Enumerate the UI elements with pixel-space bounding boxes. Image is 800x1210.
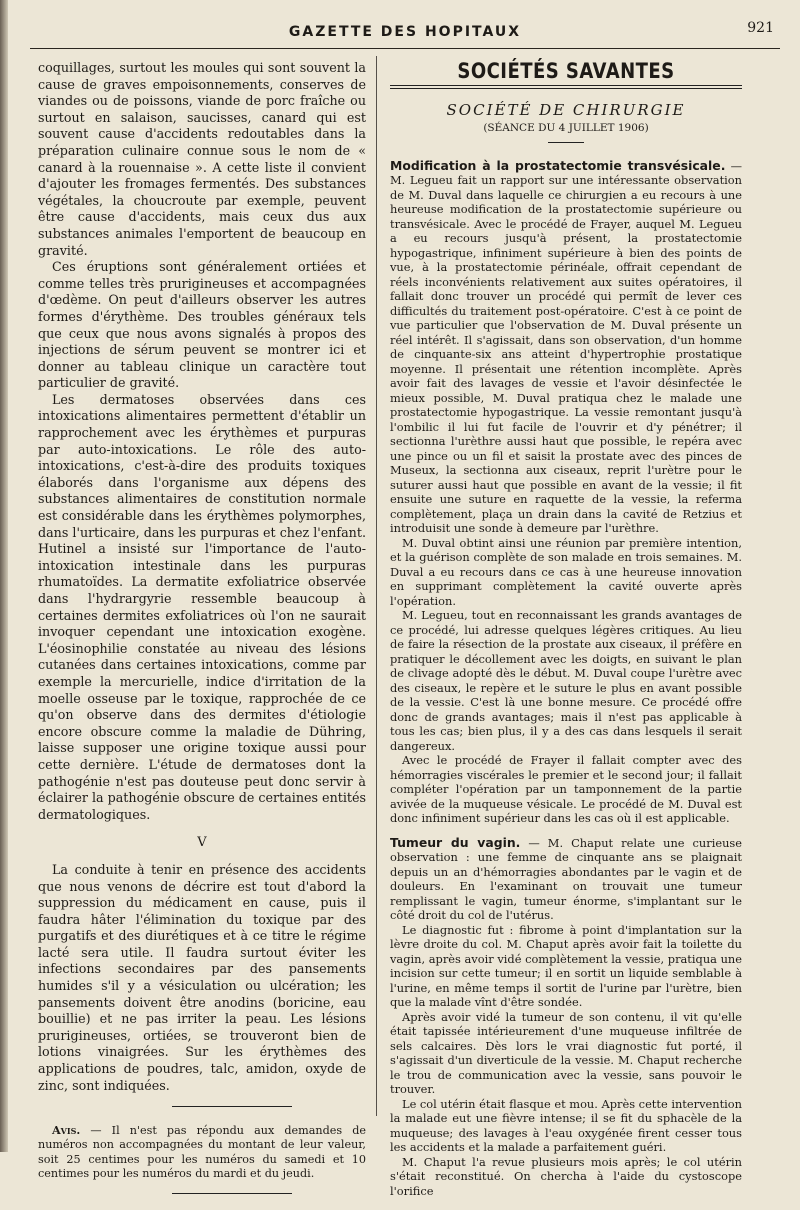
notice bbox=[38, 1123, 366, 1181]
article-paragraph: Après avoir vidé la tumeur de son contenu, il vit qu'elle était tapissée intérieurement d'une muqueuse infiltrée de sels calcaires. Dès lors le vrai diagnostic fut porté, il s'agissait d'un diverticule de la vessie. M. Chaput recherche le trou de communication avec la vessie, sans pouvoir le trouver. bbox=[390, 1009, 742, 1096]
page-header bbox=[30, 18, 780, 49]
paragraph: Ces éruptions sont généralement ortiées et comme telles très prurigineuses et accompagnées d'œdème. On peut d'ailleurs observer les autres formes d'érythème. Des troubles généraux tels que ceux que nous avons signalés à propos des injections de sérum peuvent se montrer ici et donner au tableau clinique un caractère tout particulier de gravité. bbox=[38, 259, 366, 391]
paragraph: coquillages, surtout les moules qui sont souvent la cause de graves empoisonnements, conserves de viandes ou de poissons, viande de porc fraîche ou surtout en salaison, saucisses, canard qui est souvent cause d'accidents redoutables dans la préparation culinaire connue sous le nom de « canard à la rouennaise ». A cette liste il convient d'ajouter les fromages fermentés. Des substances végétales, la choucroute par exemple, peuvent être cause d'accidents, mais ceux dus aux substances animales l'emportent de beaucoup en gravité. bbox=[38, 60, 366, 258]
paragraph: Les dermatoses observées dans ces intoxications alimentaires permettent d'établir un rapprochement avec les érythèmes et purpuras par auto-intoxications. Le rôle des auto-intoxications, c'est-à-dire des produits toxiques élaborés dans l'organisme aux dépens des substances alimentaires de constitution normale est considérable dans les érythèmes polymorphes, dans l'urticaire, dans les purpuras et chez l'enfant. Hutinel a insisté sur l'importance de l'auto-intoxication intestinale dans les purpuras rhumatoïdes. La dermatite exfoliatrice observée dans l'hydrargyrie ressemble beaucoup à certaines dermites exfoliatrices où l'on ne saurait invoquer cependant une intoxication exogène. L'éosinophilie constatée au niveau des lésions cutanées dans certaines intoxications, comme par exemple la mercurielle, indice d'irritation de la moelle osseuse par le toxique, rapprochée de ce qu'on observe dans des dermites d'étiologie encore obscure comme la maladie de Dühring, laisse supposer une origine toxique aussi pour cette dernière. L'étude de dermatoses dont la pathogénie n'est pas douteuse peut donc servir à éclairer la pathogénie obscure de certaines entités dermatologiques. bbox=[38, 391, 367, 822]
article-text: — M. Chaput relate une curieuse observation : une femme de cinquante ans se plaignait depuis un an d'hémorragies abondantes par le vagin et de douleurs. En l'examinant on trouvait une tumeur remplissant le vagin, tumeur énorme, s'implantant sur le côté droit du col de l'utérus. bbox=[390, 835, 743, 922]
society-heading: SOCIÉTÉ DE CHIRURGIE bbox=[446, 100, 686, 119]
left-column bbox=[38, 60, 366, 1210]
article-paragraph bbox=[390, 159, 742, 536]
ornamental-separator bbox=[172, 1112, 232, 1113]
seance-date: (SÉANCE DU 4 JUILLET 1906) bbox=[483, 122, 649, 134]
paragraph: La conduite à tenir en présence des accidents que nous venons de décrire est tout d'abord la suppression du médicament en cause, puis il faudra hâter l'élimination du toxique par des purgatifs et des diurétiques et à ce titre le régime lacté sera utile. Il faudra surtout éviter les infections secondaires par des pansements humides s'il y a vésiculation ou ulcération; les pansements doivent être anodins (boricine, eau bouillie) et ne pas irriter la peau. Les lésions prurigineuses, ortiées, se trouveront bien de lotions vinaigrées. Sur les érythèmes des applications de poudres, talc, amidon, oxyde de zinc, sont indiquées. bbox=[38, 861, 366, 1093]
article-title: Modification à la prostatectomie transvésicale. bbox=[390, 157, 726, 173]
page-number: 921 bbox=[747, 20, 774, 36]
notice-text: — Il n'est pas répondu aux demandes de numéros non accompagnées du montant de leur valeur, soit 25 centimes pour les numéros du samedi et 10 centimes pour les numéros du mardi et du jeudi. bbox=[38, 1124, 366, 1180]
short-rule bbox=[548, 142, 584, 143]
article-title: Tumeur du vagin. bbox=[390, 834, 521, 850]
column-divider bbox=[376, 56, 377, 1116]
article-paragraph: M. Duval obtint ainsi une réunion par première intention, et la guérison complète de son malade en trois semaines. M. Duval a eu recours dans ce cas à une heureuse innovation en supprimant complètement la cavité ouverte après l'opération. bbox=[390, 535, 742, 608]
separator-line bbox=[172, 1106, 292, 1107]
article-paragraph: Avec le procédé de Frayer il fallait compter avec des hémorragies viscérales le premier et le second jour; il fallait compléter l'opération par un tamponnement de la partie avivée de la muqueuse vésicale. Le procédé de M. Duval est donc infiniment supérieur dans les cas où il est applicable. bbox=[390, 753, 742, 825]
article-paragraph: Le col utérin était flasque et mou. Après cette intervention la malade eut une fièvre intense; il se fit du sphacèle de la muqueuse; des lavages à l'eau oxygénée firent cesser tous les accidents et la malade a parfaitement guéri. bbox=[390, 1096, 742, 1154]
ornamental-separator bbox=[172, 1199, 232, 1200]
separator-line bbox=[172, 1193, 292, 1194]
article-paragraph: Le diagnostic fut : fibrome à point d'implantation sur la lèvre droite du col. M. Chaput après avoir fait la toilette du vagin, après avoir vidé complètement la vessie, pratiqua une incision sur cette tumeur; il en sortit un liquide semblable à l'urine, en même temps il sortit de l'urine par l'urètre, bien que la malade vînt d'être sondée. bbox=[390, 922, 742, 1009]
notice-lead: Avis. bbox=[52, 1123, 81, 1138]
section-title: SOCIÉTÉS SAVANTES bbox=[457, 59, 675, 83]
article-paragraph: M. Chaput l'a revue plusieurs mois après; le col utérin s'était reconstitué. On chercha à l'aide du cystoscope l'orifice bbox=[390, 1154, 742, 1198]
double-rule bbox=[390, 85, 742, 89]
section-numeral: V bbox=[197, 835, 207, 851]
article-text: — M. Legueu fait un rapport sur une intéressante observation de M. Duval dans laquelle ce chirurgien a eu recours à une heureuse modification de la prostatectomie supérieure ou transvésicale. Avec le procédé de Frayer, auquel M. Legueu a eu recours jusqu'à présent, la prostatectomie hypogastrique, infiniment supérieure à bien des points de vue, à la prostatectomie périnéale, offrait cependant de réels inconvénients relativement aux suites opératoires, il fallait donc trouver un procédé qui permît de lever ces difficultés du traitement post-opératoire. C'est à ce point de vue particulier que l'observation de M. Duval présente un réel intérêt. Il s'agissait, dans son observation, d'un homme de cinquante-six ans atteint d'hypertrophie prostatique moyenne. Il présentait une rétention incomplète. Après avoir fait des lavages de vessie et l'avoir désinfectée le mieux possible, M. Duval pratiqua chez le malade une prostatectomie hypogastrique. La vessie remontant jusqu'à l'ombilic il lui fut facile de l'ouvrir et d'y pénétrer; il sectionna l'urèthre aussi haut que possible, le repéra avec une pince ou un fil et saisit la prostate avec des pinces de Museux, la sectionna aux ciseaux, reprit l'urètre pour le suturer aussi haut que possible en avant de la vessie; il fit ensuite une suture en raquette de la vessie, la referma complètement, plaça un drain dans la cavité de Retzius et introduisit une sonde à demeure par l'urèthre. bbox=[390, 158, 742, 535]
right-column bbox=[390, 60, 742, 1198]
running-title: GAZETTE DES HOPITAUX bbox=[288, 24, 522, 40]
article-paragraph bbox=[390, 836, 742, 923]
article-paragraph: M. Legueu, tout en reconnaissant les grands avantages de ce procédé, lui adresse quelques légères critiques. Au lieu de faire la résection de la prostate aux ciseaux, il préfère en pratiquer le décollement avec les doigts, en suivant le plan de clivage adopté dès le début. M. Duval coupe l'urètre avec des ciseaux, le repère et le suture le plus en avant possible de la vessie. C'est là une bonne mesure. Ce procédé offre donc de grands avantages; mais il n'est pas applicable à tous les cas; bien plus, il y a des cas dans lesquels il serait dangereux. bbox=[390, 608, 742, 753]
page-edge-shadow bbox=[0, 0, 8, 1152]
